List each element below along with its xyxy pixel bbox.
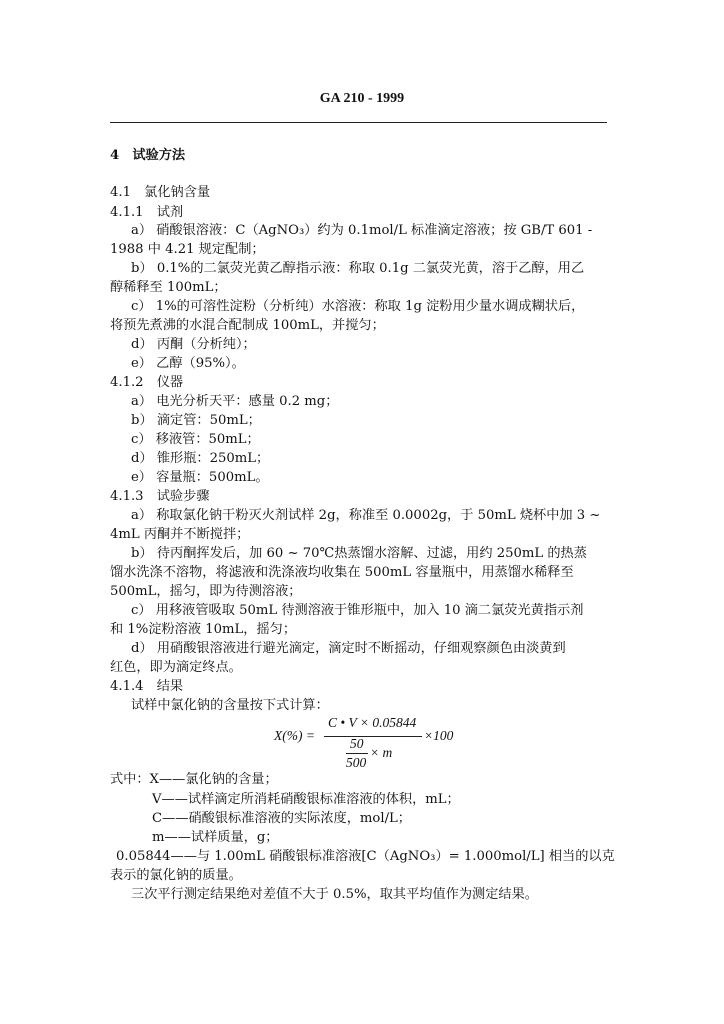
formula-times-m: × m	[370, 745, 393, 760]
reagent-c-line1: c） 1%的可溶性淀粉（分析纯）水溶液：称取 1g 淀粉用少量水调成糊状后，	[131, 299, 585, 314]
reagent-a-line1: a） 硝酸银溶液：C（AgNO₃）约为 0.1mol/L 标准滴定溶液；按 GB/T 601 -	[131, 223, 593, 238]
instrument-d: d） 锥形瓶：250mL；	[131, 451, 270, 466]
where-constant-line2: 表示的氯化钠的质量。	[110, 868, 242, 883]
formula-inner-fraction-bar	[346, 753, 368, 754]
result-intro: 试样中氯化钠的含量按下式计算：	[131, 698, 329, 713]
step-b-line1: b） 待丙酮挥发后，加 60 ~ 70℃热蒸馏水溶解、过滤，用约 250mL 的热蒸	[131, 546, 587, 561]
where-x: 式中：X——氯化钠的含量；	[110, 772, 278, 787]
where-constant-line1: 0.05844——与 1.00mL 硝酸银标准溶液[C（AgNO₃）= 1.000mol/L] 相当的以克	[116, 849, 615, 864]
formula-inner-denominator: 500	[346, 755, 367, 770]
conclusion-text: 三次平行测定结果绝对差值不大于 0.5%，取其平均值作为测定结果。	[131, 887, 538, 902]
formula-numerator: C • V × 0.05844	[328, 715, 417, 730]
where-c: C——硝酸银标准溶液的实际浓度，mol/L；	[152, 811, 411, 826]
instrument-c: c） 移液管：50mL；	[131, 432, 260, 447]
reagent-a-line2: 1988 中 4.21 规定配制；	[110, 242, 265, 257]
step-c-line1: c） 用移液管吸取 50mL 待测溶液于锥形瓶中，加入 10 滴二氯荧光黄指示剂	[131, 603, 584, 618]
header-rule	[110, 122, 607, 123]
where-m: m——试样质量，g；	[152, 830, 279, 845]
step-d-line1: d） 用硝酸银溶液进行避光滴定，滴定时不断摇动，仔细观察颜色由淡黄到	[131, 641, 566, 656]
section-heading: 4 试验方法	[110, 148, 186, 163]
formula-times-100: ×100	[424, 728, 454, 743]
instrument-a: a） 电光分析天平：感量 0.2 mg；	[131, 394, 339, 409]
subsection-4-1-1-title: 4.1.1 试剂	[110, 205, 184, 220]
step-a-line2: 4mL 丙酮并不断搅拌；	[110, 527, 250, 542]
reagent-e: e） 乙醇（95%）。	[131, 356, 245, 371]
formula-lhs: X(%) =	[274, 728, 315, 743]
reagent-b-line2: 醇稀释至 100mL；	[110, 280, 227, 295]
reagent-b-line1: b） 0.1%的二氯荧光黄乙醇指示液：称取 0.1g 二氯荧光黄，溶于乙醇，用乙	[131, 261, 585, 276]
formula-main-fraction-bar	[324, 736, 422, 737]
step-c-line2: 和 1%淀粉溶液 10mL，摇匀；	[110, 622, 297, 637]
document-code-header: GA 210 - 1999	[319, 91, 405, 106]
subsection-4-1-2-title: 4.1.2 仪器	[110, 375, 184, 390]
subsection-4-1-4-title: 4.1.4 结果	[110, 679, 184, 694]
formula-inner-numerator: 50	[350, 736, 364, 751]
reagent-d: d） 丙酮（分析纯）；	[131, 337, 256, 352]
subsection-4-1-3-title: 4.1.3 试验步骤	[110, 489, 210, 504]
reagent-c-line2: 将预先煮沸的水混合配制成 100mL，并搅匀；	[110, 318, 385, 333]
step-b-line2: 馏水洗涤不溶物，将滤液和洗涤液均收集在 500mL 容量瓶中，用蒸馏水稀释至	[110, 565, 574, 580]
subsection-4-1-title: 4.1 氯化钠含量	[110, 185, 211, 200]
nacl-content-formula	[270, 712, 530, 774]
step-a-line1: a） 称取氯化钠干粉灭火剂试样 2g，称准至 0.0002g，于 50mL 烧杯中加 3 ~	[131, 508, 601, 523]
step-d-line2: 红色，即为滴定终点。	[110, 660, 242, 675]
step-b-line3: 500mL，摇匀，即为待测溶液；	[110, 584, 302, 599]
instrument-b: b） 滴定管：50mL；	[131, 413, 261, 428]
where-v: V——试样滴定所消耗硝酸银标准溶液的体积，mL；	[152, 792, 460, 807]
instrument-e: e） 容量瓶：500mL。	[131, 470, 269, 485]
